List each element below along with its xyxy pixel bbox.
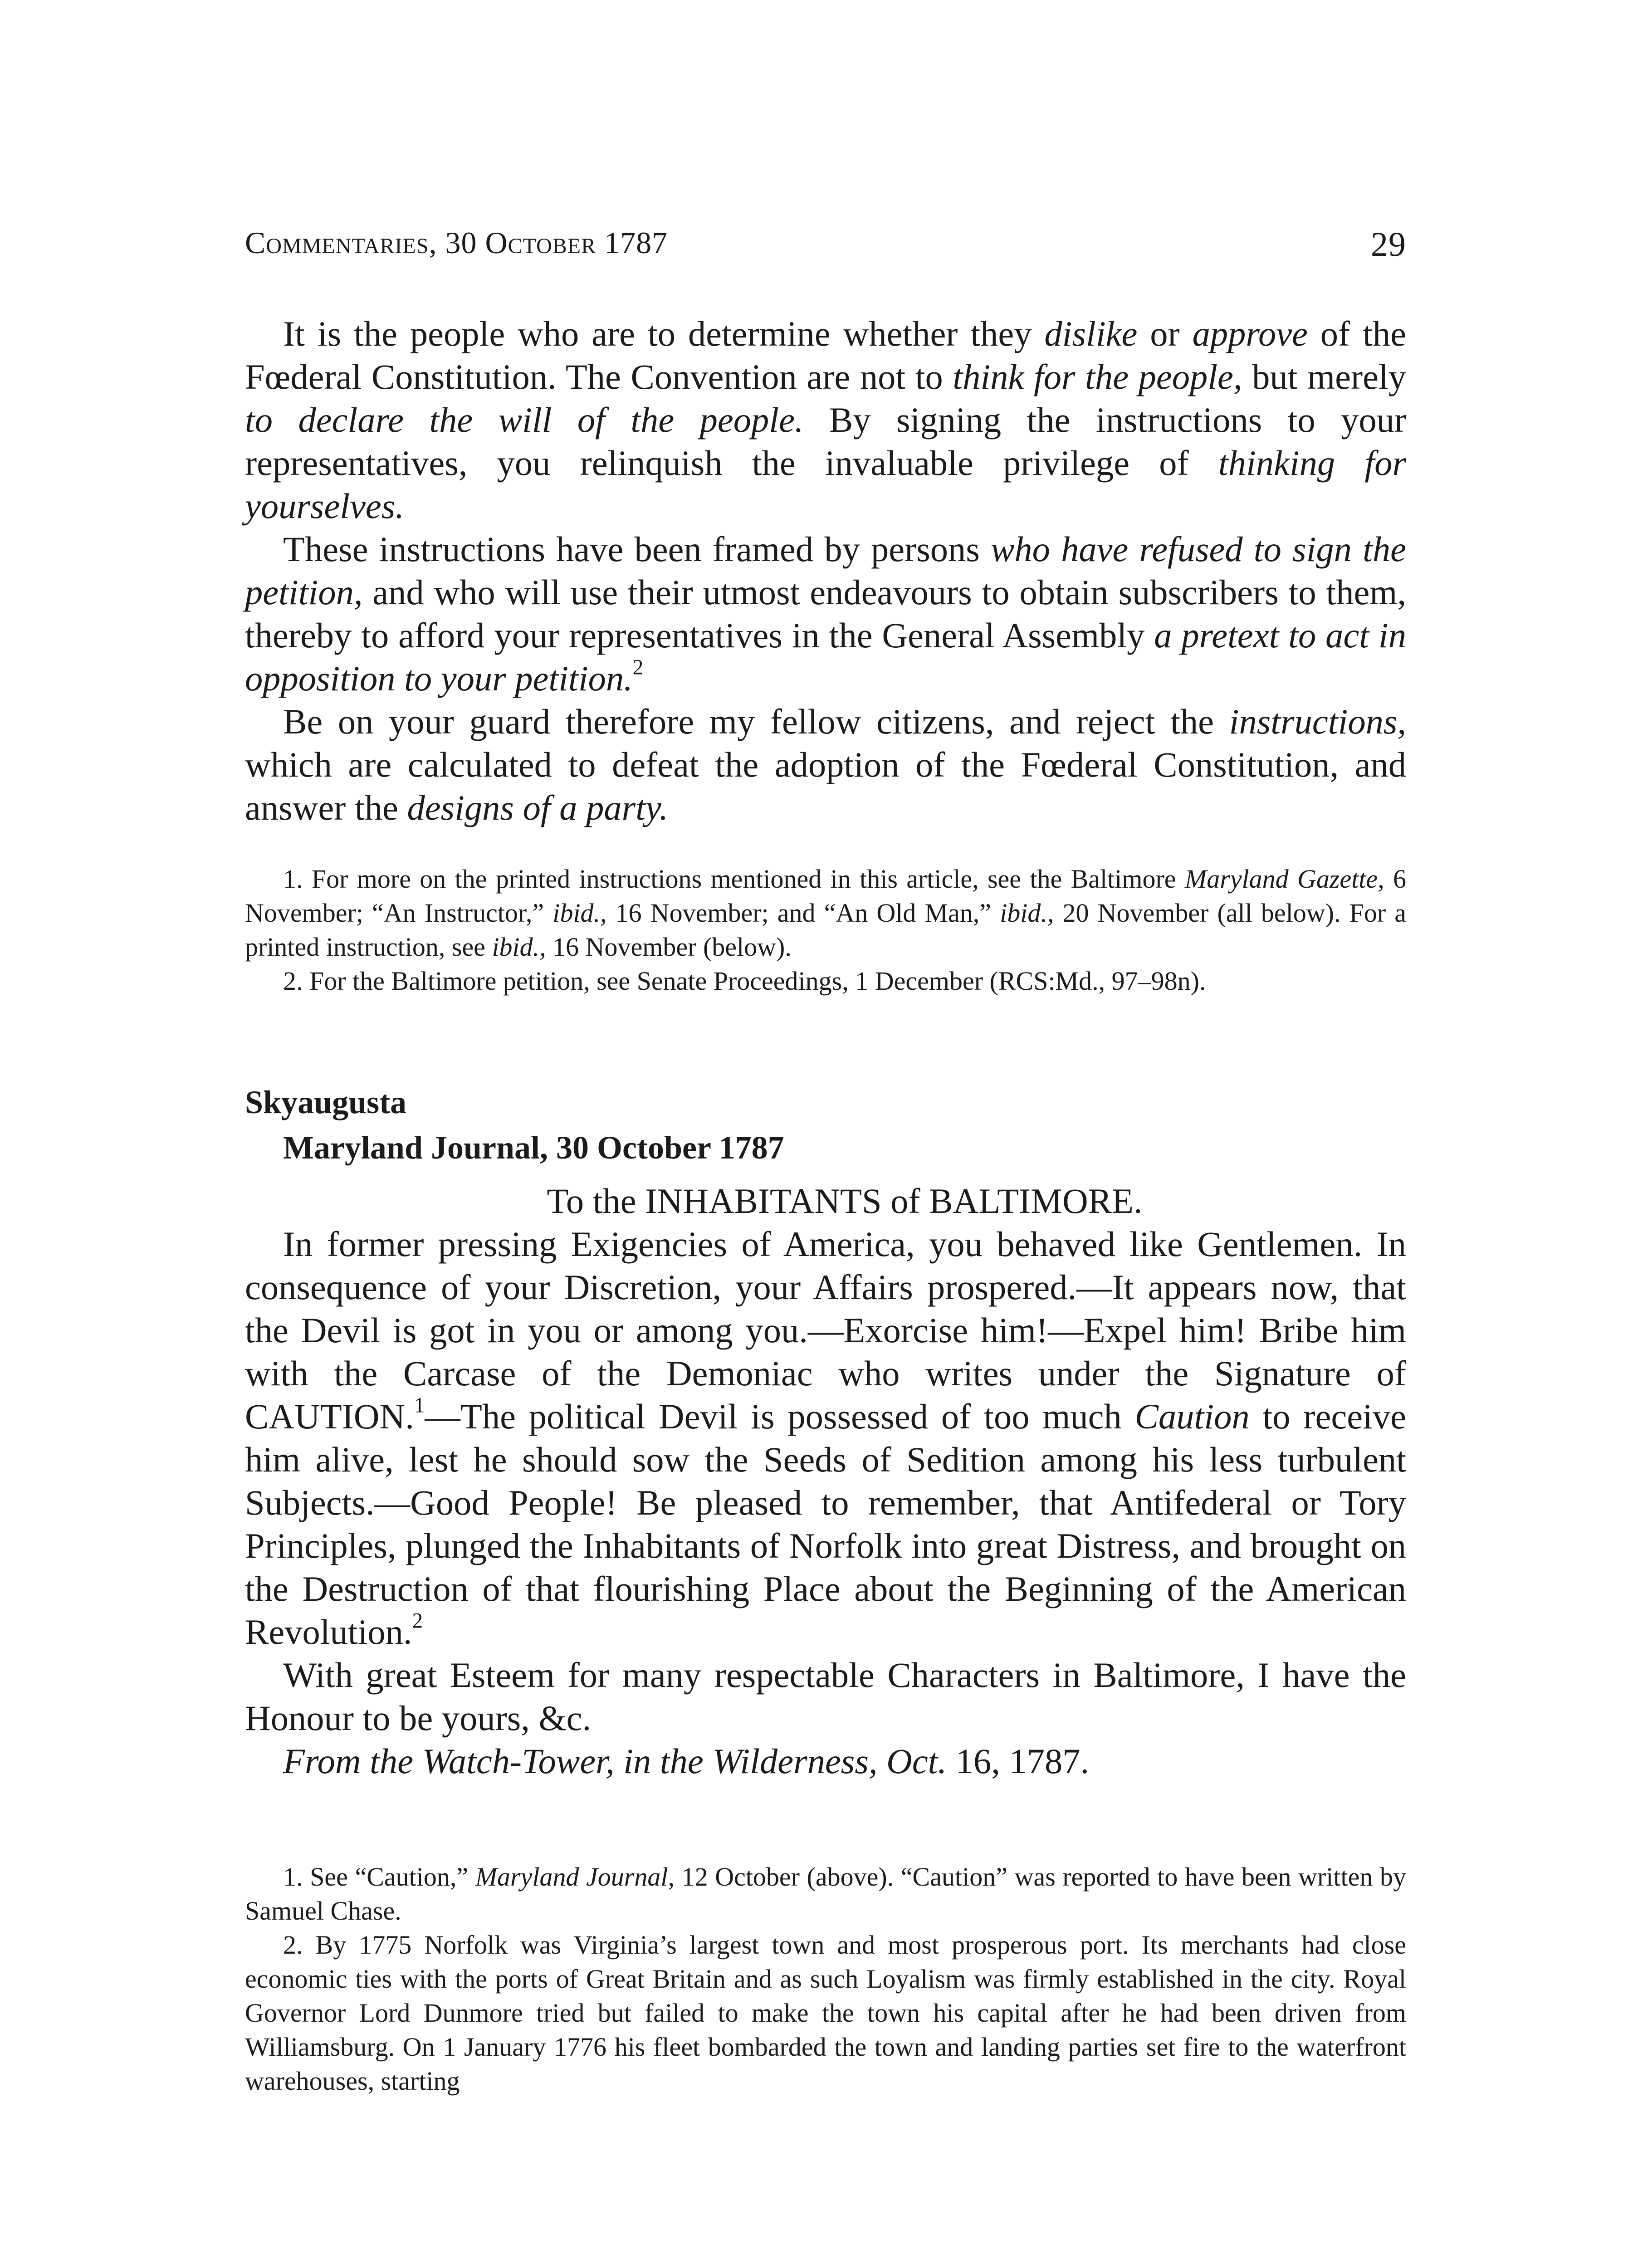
paragraph: With great Esteem for many respectable Characters in Baltimore, I have the Honour to be yours, &c.	[245, 1655, 1406, 1738]
article-source: Maryland Journal, 30 October 1787	[283, 1129, 784, 1166]
footnote-ref: 2	[412, 1609, 423, 1633]
footnotes-second	[245, 1860, 1406, 2098]
article-body	[245, 1179, 1406, 1783]
footnote: 1. See “Caution,” Maryland Journal, 12 October (above). “Caution” was reported to have been written by Samuel Chase.	[245, 1862, 1406, 1926]
article-author: Skyaugusta	[245, 1084, 407, 1120]
footnote-ref: 2	[632, 655, 644, 679]
running-head: Commentaries, 30 October 1787	[245, 225, 668, 260]
paragraph: Be on your guard therefore my fellow citizens, and reject the instructions, which are calculated to defeat the adoption of the Fœderal Constitution, and answer the designs of a party.	[245, 702, 1406, 827]
footnote: 2. For the Baltimore petition, see Senate Proceedings, 1 December (RCS:Md., 97–98n).	[283, 966, 1206, 996]
footnotes-first	[245, 862, 1406, 998]
paragraph: These instructions have been framed by persons who have refused to sign the petition, and who will use their utmost endeavours to obtain subscribers to them, thereby to afford your representatives in the General Assembly a pretext to act in opposition to your petition.$^2$	[245, 529, 1406, 698]
article-dateline: From the Watch-Tower, in the Wilderness, Oct. 16, 1787.	[283, 1741, 1090, 1781]
continued-text	[245, 312, 1406, 829]
page-header	[245, 225, 1406, 275]
footnote-ref: 1	[414, 1393, 425, 1418]
article-heading	[245, 1080, 1406, 1170]
footnote: 1. For more on the printed instructions mentioned in this article, see the Baltimore Maryland Gazette, 6 November; “An Instructor,” ibid., 16 November; and “An Old Man,” ibid., 20 November (all below). For a printed instruction, see ibid., 16 November (below).	[245, 864, 1406, 962]
article-address: To the INHABITANTS of BALTIMORE.	[547, 1181, 1143, 1221]
paragraph: It is the people who are to determine whether they dislike or approve of the Fœderal Constitution. The Convention are not to think for the people, but merely to declare the will of the people. By signing the instructions to your representatives, you relinquish the invaluable privilege of thinking for yourselves.	[245, 314, 1406, 526]
footnote: 2. By 1775 Norfolk was Virginia’s largest town and most prosperous port. Its merchants had close economic ties with the ports of Great Britain and as such Loyalism was firmly established in the city. Royal Governor Lord Dunmore tried but failed to make the town his capital after he had been driven from Williamsburg. On 1 January 1776 his fleet bombarded the town and landing parties set fire to the waterfront warehouses, starting	[245, 1930, 1406, 2096]
paragraph: In former pressing Exigencies of America, you behaved like Gentlemen. In consequence of your Discretion, your Affairs prospered.—It appears now, that the Devil is got in you or among you.—Exorcise him!—Expel him! Bribe him with the Carcase of the Demoniac who writes under the Signature of CAUTION.$^1$—The political Devil is possessed of too much Caution to receive him alive, lest he should sow the Seeds of Sedition among his less turbulent Subjects.—Good People! Be pleased to remember, that Antifederal or Tory Principles, plunged the Inhabitants of Norfolk into great Distress, and brought on the Destruction of that flourishing Place about the Beginning of the American Revolution.$^2$	[245, 1224, 1406, 1652]
page-number: 29	[1371, 225, 1406, 264]
